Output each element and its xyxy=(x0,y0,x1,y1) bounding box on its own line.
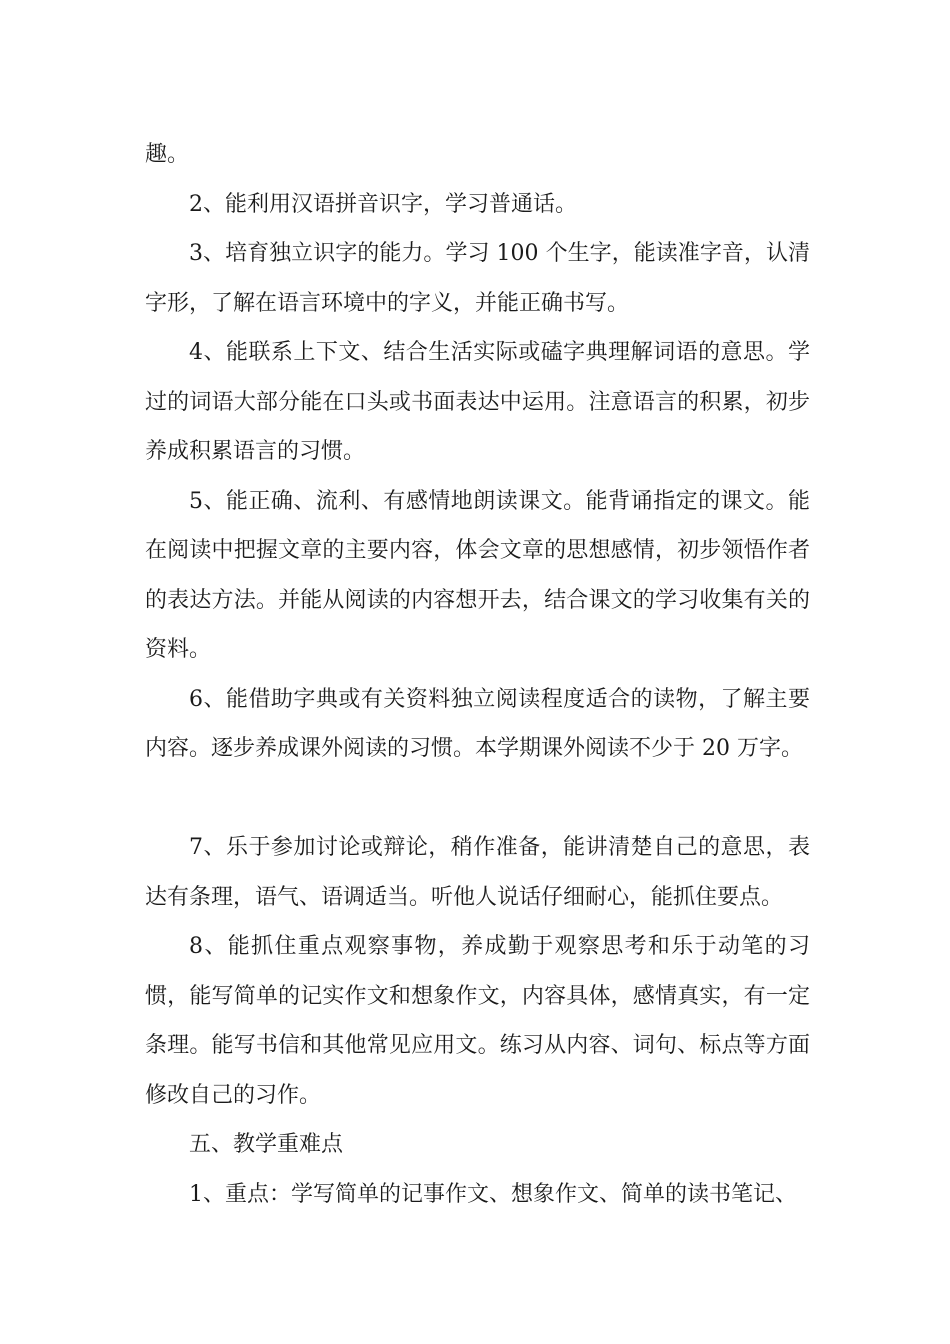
objective-6: 6、能借助字典或有关资料独立阅读程度适合的读物，了解主要内容。逐步养成课外阅读的习惯。本学期课外阅读不少于 20 万字。 xyxy=(145,686,810,761)
objective-8: 8、能抓住重点观察事物，养成勤于观察思考和乐于动笔的习惯，能写简单的记实作文和想象作文，内容具体，感情真实，有一定条理。能写书信和其他常见应用文。练习从内容、词句、标点等方面修改自己的习作。 xyxy=(145,934,810,1108)
paragraph-continuation: 趣。 xyxy=(145,142,190,167)
objective-7: 7、乐于参加讨论或辩论，稍作准备，能讲清楚自己的意思，表达有条理，语气、语调适当。听他人说话仔细耐心，能抓住要点。 xyxy=(145,835,810,910)
objective-5: 5、能正确、流利、有感情地朗读课文。能背诵指定的课文。能在阅读中把握文章的主要内容，体会文章的思想感情，初步领悟作者的表达方法。并能从阅读的内容想开去，结合课文的学习收集有关的资料。 xyxy=(145,488,810,662)
section-heading: 五、教学重难点 xyxy=(189,1132,344,1157)
document-body xyxy=(145,130,810,1219)
key-point-1: 1、重点：学写简单的记事作文、想象作文、简单的读书笔记、 xyxy=(189,1181,797,1207)
objective-3: 3、培育独立识字的能力。学习 100 个生字，能读准字音，认清字形，了解在语言环境中的字义，并能正确书写。 xyxy=(145,241,810,316)
objective-2: 2、能利用汉语拼音识字，学习普通话。 xyxy=(189,191,577,217)
objective-4: 4、能联系上下文、结合生活实际或磕字典理解词语的意思。学过的词语大部分能在口头或书面表达中运用。注意语言的积累，初步养成积累语言的习惯。 xyxy=(145,340,810,464)
blank-line xyxy=(145,774,810,824)
